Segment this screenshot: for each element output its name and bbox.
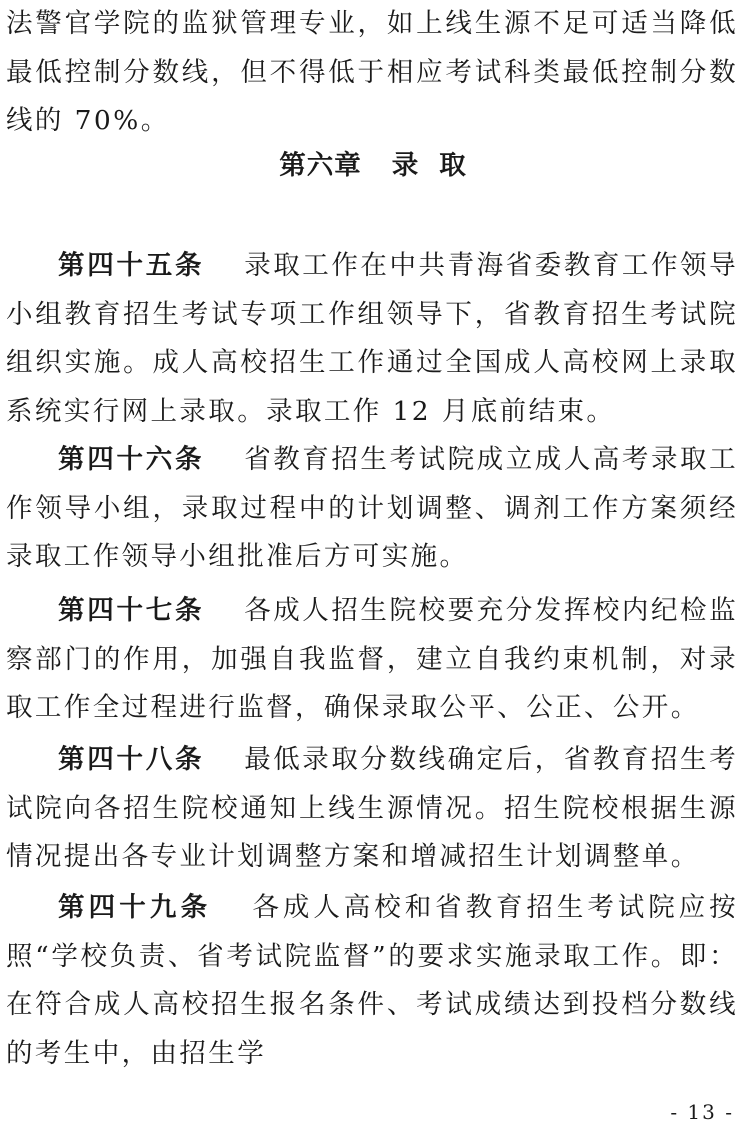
continuation-paragraph: 法警官学院的监狱管理专业，如上线生源不足可适当降低最低控制分数线，但不得低于相应考试科类最低控制分数线的 70%。 [6, 8, 738, 136]
article-text: 录取工作在中共青海省委教育工作领导小组教育招生考试专项工作组领导下，省教育招生考试院组织实施。成人高校招生工作通过全国成人高校网上录取系统实行网上录取。录取工作 12 月底前结束。 [6, 250, 738, 427]
article-label: 第四十六条 [58, 444, 205, 475]
article-text: 最低录取分数线确定后，省教育招生考试院向各招生院校通知上线生源情况。招生院校根据生源情况提出各专业计划调整方案和增减招生计划调整单。 [6, 744, 738, 872]
article-49 [6, 884, 738, 1078]
chapter-heading [0, 142, 746, 190]
article-47 [6, 587, 738, 733]
chapter-number: 第六章 [279, 150, 362, 181]
article-45 [6, 242, 738, 436]
article-label: 第四十八条 [58, 744, 205, 775]
article-label: 第四十七条 [58, 595, 205, 626]
article-text: 各成人招生院校要充分发挥校内纪检监察部门的作用，加强自我监督，建立自我约束机制，对录取工作全过程进行监督，确保录取公平、公正、公开。 [6, 595, 738, 723]
article-46 [6, 436, 738, 582]
chapter-title-char-1: 录 [391, 150, 420, 181]
article-label: 第四十九条 [58, 892, 212, 923]
article-48 [6, 736, 738, 882]
page-number: - 13 - [670, 1100, 734, 1124]
article-text: 各成人高校和省教育招生考试院应按照“学校负责、省考试院监督”的要求实施录取工作。即：在符合成人高校招生报名条件、考试成绩达到投档分数线的考生中，由招生学 [6, 892, 738, 1069]
article-text: 省教育招生考试院成立成人高考录取工作领导小组，录取过程中的计划调整、调剂工作方案须经录取工作领导小组批准后方可实施。 [6, 444, 738, 572]
article-label: 第四十五条 [58, 250, 205, 281]
chapter-title-char-2: 取 [439, 150, 467, 181]
